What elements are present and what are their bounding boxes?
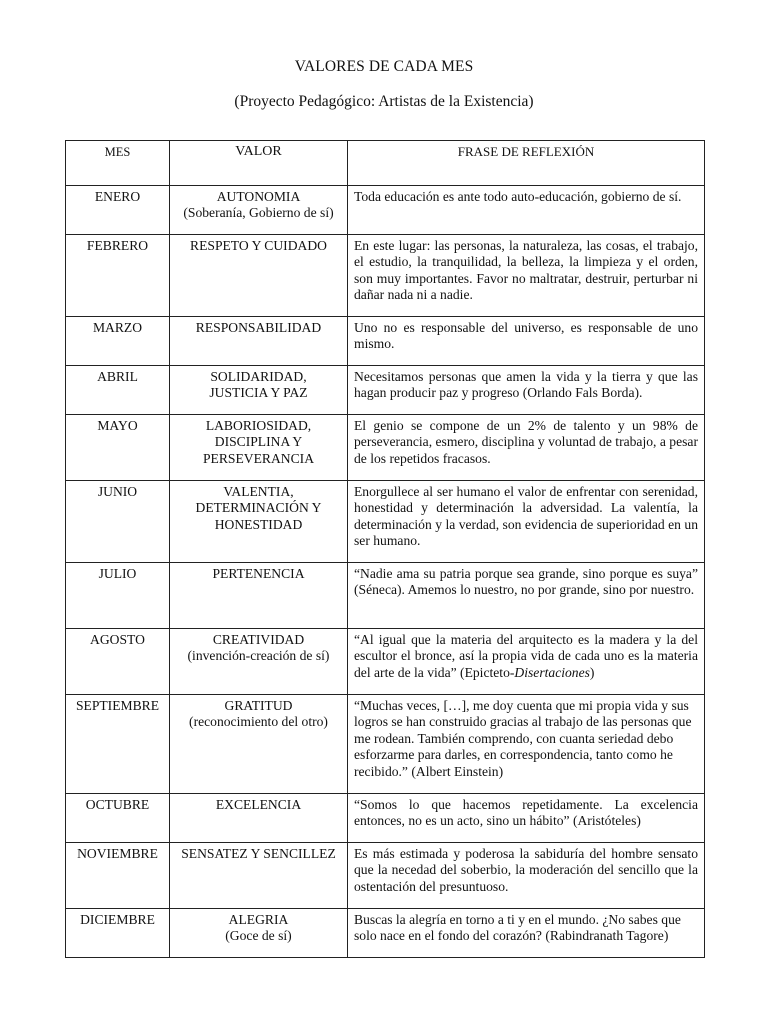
value-cell — [170, 317, 348, 366]
table-row — [66, 909, 705, 958]
value-cell — [170, 415, 348, 481]
reflection-cell: Toda educación es ante todo auto-educación, gobierno de sí. — [348, 186, 705, 235]
reflection-cell: Uno no es responsable del universo, es responsable de uno mismo. — [348, 317, 705, 366]
value-label: CREATIVIDAD — [212, 632, 305, 647]
table-row — [66, 186, 705, 235]
header-frase: FRASE DE REFLEXIÓN — [348, 141, 705, 186]
month-cell: FEBRERO — [66, 235, 170, 317]
value-label: VALENTIA, — [223, 484, 294, 499]
reflection-text: “Al igual que la materia del arquitecto es la madera y la del escultor el bronce, así la propia vida de cada uno es la materia del arte de la vida” (Epicteto- — [354, 632, 698, 680]
value-sublabel: JUSTICIA Y PAZ — [209, 385, 308, 401]
value-label: AUTONOMIA — [216, 189, 301, 204]
value-sublabel-2: HONESTIDAD — [214, 516, 303, 532]
month-cell: SEPTIEMBRE — [66, 695, 170, 794]
values-table — [65, 140, 705, 958]
table-row — [66, 843, 705, 909]
value-label: RESPONSABILIDAD — [195, 320, 322, 335]
value-sublabel: (Soberanía, Gobierno de sí) — [183, 205, 334, 221]
table-row — [66, 235, 705, 317]
table-row — [66, 563, 705, 629]
reflection-cell: Enorgullece al ser humano el valor de enfrentar con serenidad, honestidad y determinación la adversidad. La valentía, la determinación y la verdad, son evidencia de superioridad en un ser humano. — [348, 481, 705, 563]
reflection-cell: Necesitamos personas que amen la vida y la tierra y que las hagan producir paz y progreso (Orlando Fals Borda). — [348, 366, 705, 415]
header-valor: VALOR — [170, 141, 348, 186]
value-cell — [170, 481, 348, 563]
value-label: SENSATEZ Y SENCILLEZ — [181, 846, 336, 861]
value-cell — [170, 909, 348, 958]
value-label: LABORIOSIDAD, — [205, 418, 312, 433]
value-sublabel: (reconocimiento del otro) — [189, 714, 328, 730]
value-cell — [170, 366, 348, 415]
value-sublabel: (Goce de sí) — [225, 928, 292, 944]
value-cell — [170, 563, 348, 629]
reflection-cell: En este lugar: las personas, la naturaleza, las cosas, el trabajo, el estudio, la tranquilidad, la belleza, la limpieza y el orden, son muy importantes. Favor no maltratar, destruir, perturbar ni dañar nada ni a nadie. — [348, 235, 705, 317]
reflection-text-tail: ) — [589, 664, 595, 680]
table-row — [66, 695, 705, 794]
table-row — [66, 317, 705, 366]
table-body — [66, 186, 705, 958]
table-row — [66, 366, 705, 415]
value-label: PERTENENCIA — [212, 566, 305, 581]
value-label: RESPETO Y CUIDADO — [190, 238, 327, 253]
table-row — [66, 415, 705, 481]
value-sublabel: DETERMINACIÓN Y — [195, 500, 322, 516]
value-cell — [170, 235, 348, 317]
page-title: VALORES DE CADA MES — [294, 58, 474, 75]
table-row — [66, 794, 705, 843]
reflection-cell — [348, 629, 705, 695]
value-sublabel: DISCIPLINA Y — [214, 434, 303, 450]
header-mes: MES — [66, 141, 170, 186]
month-cell: MARZO — [66, 317, 170, 366]
value-sublabel-2: PERSEVERANCIA — [202, 450, 315, 466]
value-label: ALEGRIA — [228, 912, 289, 927]
reflection-cell: “Muchas veces, […], me doy cuenta que mi propia vida y sus logros se han construido gracias al trabajo de las personas que me rodean. También comprendo, con cuanta seriedad debo esforzarme para darles, en correspondencia, tanto como he recibido.” (Albert Einstein) — [348, 695, 705, 794]
month-cell: ABRIL — [66, 366, 170, 415]
page-subtitle: (Proyecto Pedagógico: Artistas de la Existencia) — [234, 93, 534, 110]
value-cell — [170, 843, 348, 909]
value-label: EXCELENCIA — [215, 797, 302, 812]
reflection-cell: “Somos lo que hacemos repetidamente. La excelencia entonces, no es un acto, sino un hábito” (Aristóteles) — [348, 794, 705, 843]
value-label: SOLIDARIDAD, — [210, 369, 307, 384]
reflection-cell: El genio se compone de un 2% de talento y un 98% de perseverancia, esmero, disciplina y voluntad de trabajo, a pesar de los repetidos fracasos. — [348, 415, 705, 481]
table-header — [66, 141, 705, 186]
value-cell — [170, 695, 348, 794]
month-cell: ENERO — [66, 186, 170, 235]
month-cell: OCTUBRE — [66, 794, 170, 843]
value-cell — [170, 186, 348, 235]
table-row — [66, 481, 705, 563]
value-cell — [170, 794, 348, 843]
month-cell: MAYO — [66, 415, 170, 481]
month-cell: JUNIO — [66, 481, 170, 563]
value-sublabel: (invención-creación de sí) — [187, 648, 330, 664]
reflection-cell: “Nadie ama su patria porque sea grande, sino porque es suya” (Séneca). Amemos lo nuestro, no por grande, sino por nuestro. — [348, 563, 705, 629]
reflection-source-title: Disertaciones — [514, 664, 590, 680]
month-cell: DICIEMBRE — [66, 909, 170, 958]
month-cell: NOVIEMBRE — [66, 843, 170, 909]
month-cell: AGOSTO — [66, 629, 170, 695]
month-cell: JULIO — [66, 563, 170, 629]
reflection-cell: Buscas la alegría en torno a ti y en el mundo. ¿No sabes que solo nace en el fondo del corazón? (Rabindranath Tagore) — [348, 909, 705, 958]
table-row — [66, 629, 705, 695]
value-cell — [170, 629, 348, 695]
header-row — [66, 141, 705, 186]
value-label: GRATITUD — [224, 698, 293, 713]
reflection-cell: Es más estimada y poderosa la sabiduría del hombre sensato que la necedad del soberbio, la moderación del sencillo que la ostentación del presuntuoso. — [348, 843, 705, 909]
